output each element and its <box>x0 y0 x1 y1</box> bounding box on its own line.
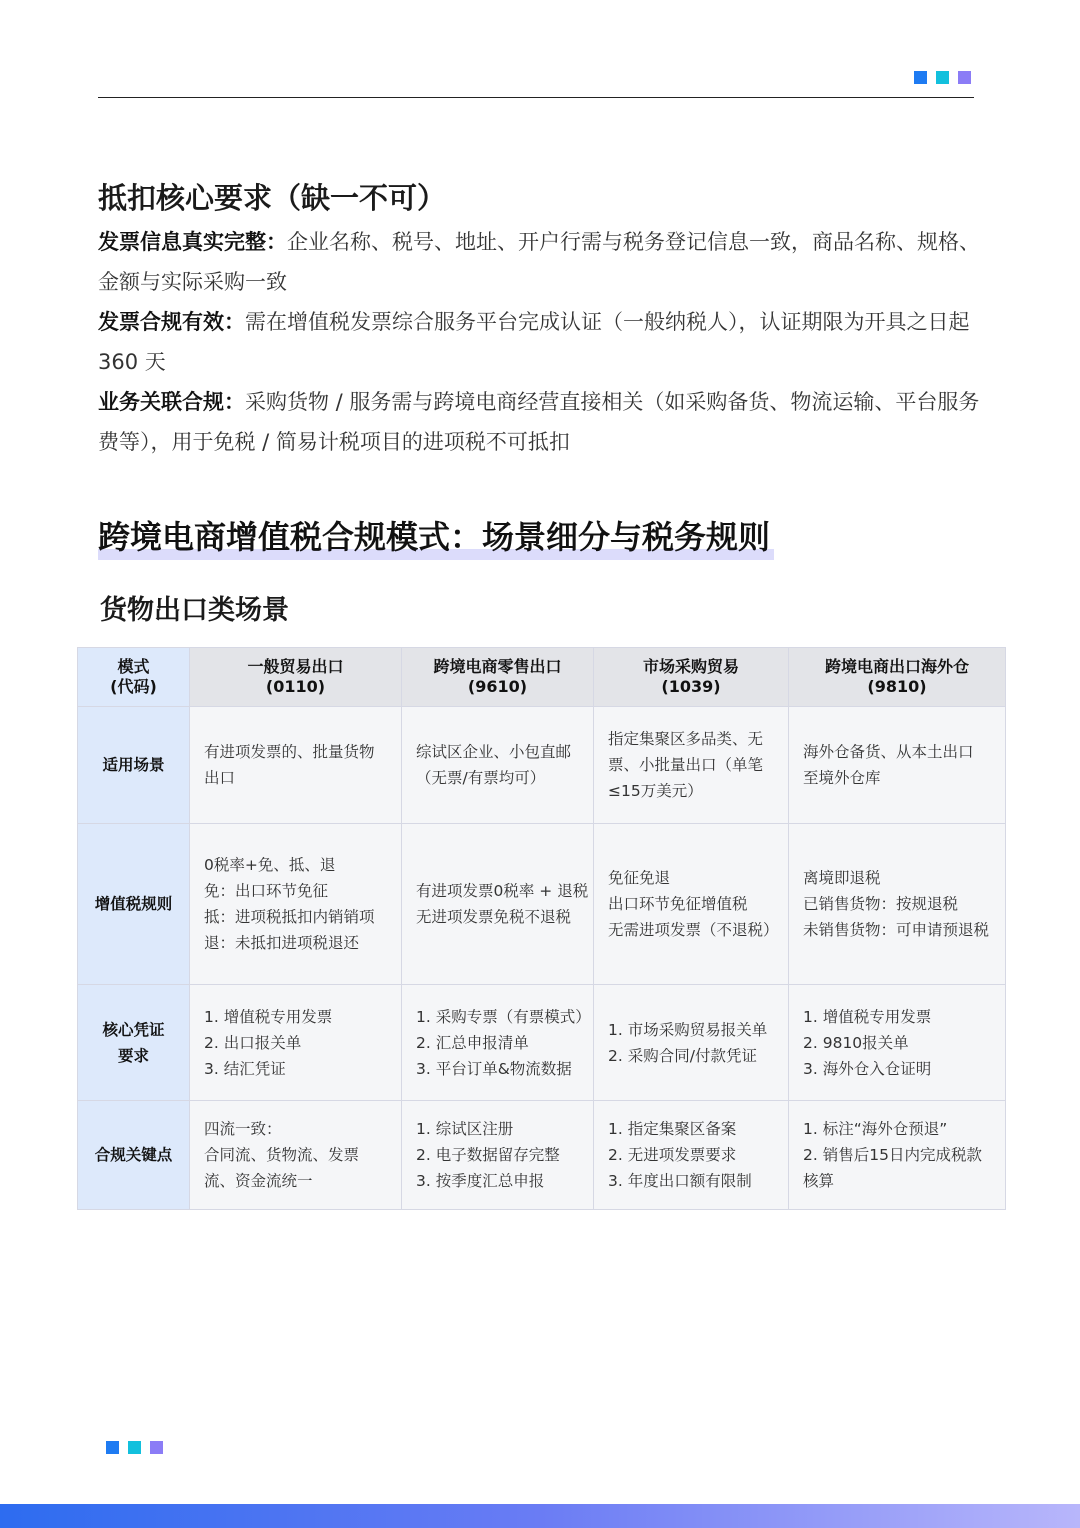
cell-line: 核算 <box>803 1172 835 1190</box>
table-row-applicable-scenario <box>78 707 1006 824</box>
cell-line: 1. 标注“海外仓预退” <box>803 1120 948 1138</box>
cell-line: 四流一致： <box>204 1120 282 1138</box>
column-code: (9810) <box>867 677 927 696</box>
footer-decoration <box>106 1441 163 1454</box>
table-cell <box>402 1101 594 1210</box>
column-name: 跨境电商出口海外仓 <box>824 657 969 676</box>
cell-line: 无需进项发票（不退税） <box>608 921 779 939</box>
requirement-item <box>98 382 988 462</box>
cell-line: 1. 市场采购贸易报关单 <box>608 1020 768 1039</box>
purple-square-icon <box>958 71 971 84</box>
cell-line: 0税率+免、抵、退 <box>204 856 336 874</box>
cell-line: 1. 增值税专用发票 <box>803 1007 932 1026</box>
cell-line: 3. 海外仓入仓证明 <box>803 1059 932 1078</box>
header-decoration <box>914 71 971 84</box>
blue-square-icon <box>914 71 927 84</box>
deduction-requirements <box>98 222 988 462</box>
cell-line: 出口环节免征增值税 <box>608 895 748 913</box>
cyan-square-icon <box>128 1441 141 1454</box>
requirement-label: 业务关联合规： <box>98 390 245 414</box>
cell-line: 流、资金流统一 <box>204 1172 313 1190</box>
cell-line: 2. 汇总申报清单 <box>416 1033 529 1052</box>
cell-line: 出口 <box>204 769 236 787</box>
table-cell <box>594 707 789 824</box>
corner-sublabel: (代码) <box>110 677 157 696</box>
table-cell <box>594 824 789 985</box>
table-row-vat-rules <box>78 824 1006 985</box>
column-code: (9610) <box>467 677 528 696</box>
cell-line: 1. 综试区注册 <box>416 1120 514 1138</box>
table-row-compliance-points <box>78 1101 1006 1210</box>
table-body <box>78 707 1006 1210</box>
cell-line: ≤15万美元） <box>608 782 703 800</box>
cell-line: 有进项发票的、批量货物 <box>204 743 375 761</box>
cell-line: 海外仓备货、从本土出口 <box>803 743 974 761</box>
column-header-1039 <box>594 648 789 707</box>
column-code: (1039) <box>661 677 721 696</box>
cell-line: 3. 年度出口额有限制 <box>608 1172 752 1190</box>
row-header <box>78 824 190 985</box>
column-name: 跨境电商零售出口 <box>433 657 562 676</box>
cell-line: 至境外仓库 <box>803 769 881 787</box>
footer-gradient-bar <box>0 1504 1080 1528</box>
section-heading: 跨境电商增值税合规模式：场景细分与税务规则 <box>98 512 774 560</box>
section-subheading: 货物出口类场景 <box>100 595 289 626</box>
vat-mode-table <box>77 647 1006 1210</box>
cyan-square-icon <box>936 71 949 84</box>
cell-line: 2. 9810报关单 <box>803 1033 909 1052</box>
requirement-label: 发票信息真实完整： <box>98 230 287 254</box>
cell-line: 离境即退税 <box>803 869 881 887</box>
table-cell <box>402 985 594 1101</box>
column-name: 一般贸易出口 <box>247 657 344 676</box>
cell-line: 2. 无进项发票要求 <box>608 1146 737 1164</box>
requirement-text: 需在增值税发票综合服务平台完成认证（一般纳税人），认证期限为开具之日起 360 天 <box>98 310 970 374</box>
row-header-line: 适用场景 <box>102 756 165 774</box>
requirement-text: 企业名称、税号、地址、开户行需与税务登记信息一致，商品名称、规格、金额与实际采购一致 <box>98 230 980 294</box>
table-cell <box>190 824 402 985</box>
row-header-line: 合规关键点 <box>94 1146 173 1164</box>
cell-line: 1. 采购专票（有票模式） <box>416 1007 591 1026</box>
cell-line: 有进项发票0税率 + 退税 <box>416 882 589 900</box>
cell-line: 免：出口环节免征 <box>204 882 329 900</box>
cell-line: 1. 增值税专用发票 <box>204 1007 333 1026</box>
purple-square-icon <box>150 1441 163 1454</box>
requirement-label: 发票合规有效： <box>98 310 245 334</box>
table-cell <box>402 707 594 824</box>
table-cell <box>594 985 789 1101</box>
table-header-row <box>78 648 1006 707</box>
row-header-line: 核心凭证 <box>102 1020 165 1039</box>
row-header <box>78 985 190 1101</box>
row-header-line: 增值税规则 <box>94 895 173 913</box>
requirement-text: 采购货物 / 服务需与跨境电商经营直接相关（如采购备货、物流运输、平台服务费等），用于免税 / 简易计税项目的进项税不可抵扣 <box>98 390 980 454</box>
corner-header <box>78 648 190 707</box>
requirement-item <box>98 302 988 382</box>
cell-line: 免征免退 <box>608 869 671 887</box>
cell-line: 3. 按季度汇总申报 <box>416 1172 545 1190</box>
row-header <box>78 1101 190 1210</box>
cell-line: 2. 采购合同/付款凭证 <box>608 1046 757 1065</box>
cell-line: 2. 出口报关单 <box>204 1033 302 1052</box>
row-header-line: 要求 <box>117 1046 149 1065</box>
cell-line: 票、小批量出口（单笔 <box>608 756 764 774</box>
column-name: 市场采购贸易 <box>642 657 739 676</box>
row-header <box>78 707 190 824</box>
cell-line: 指定集聚区多品类、无 <box>608 730 764 748</box>
cell-line: 1. 指定集聚区备案 <box>608 1120 737 1138</box>
column-header-9810 <box>789 648 1006 707</box>
cell-line: 已销售货物：按规退税 <box>803 895 959 913</box>
table-cell <box>789 1101 1006 1210</box>
table-cell <box>789 824 1006 985</box>
column-header-0110 <box>190 648 402 707</box>
corner-label: 模式 <box>117 657 150 676</box>
cell-line: 2. 销售后15日内完成税款 <box>803 1146 982 1164</box>
cell-line: 2. 电子数据留存完整 <box>416 1146 560 1164</box>
cell-line: 综试区企业、小包直邮 <box>416 743 572 761</box>
blue-square-icon <box>106 1441 119 1454</box>
table-row-core-documents <box>78 985 1006 1101</box>
cell-line: 无进项发票免税不退税 <box>416 908 572 926</box>
requirement-item <box>98 222 988 302</box>
cell-line: （无票/有票均可） <box>416 769 546 787</box>
cell-line: 3. 平台订单&物流数据 <box>416 1059 572 1078</box>
cell-line: 合同流、货物流、发票 <box>204 1146 360 1164</box>
deduction-title: 抵扣核心要求（缺一不可） <box>98 181 447 215</box>
table-cell <box>402 824 594 985</box>
table-cell <box>190 985 402 1101</box>
table-cell <box>789 707 1006 824</box>
top-divider <box>98 97 974 98</box>
table-cell <box>789 985 1006 1101</box>
table-cell <box>190 707 402 824</box>
cell-line: 3. 结汇凭证 <box>204 1059 286 1078</box>
cell-line: 未销售货物：可申请预退税 <box>803 921 990 939</box>
cell-line: 抵：进项税抵扣内销销项 <box>204 908 375 926</box>
cell-line: 退：未抵扣进项税退还 <box>204 934 360 952</box>
table-cell <box>594 1101 789 1210</box>
column-header-9610 <box>402 648 594 707</box>
table-cell <box>190 1101 402 1210</box>
column-code: (0110) <box>265 677 326 696</box>
